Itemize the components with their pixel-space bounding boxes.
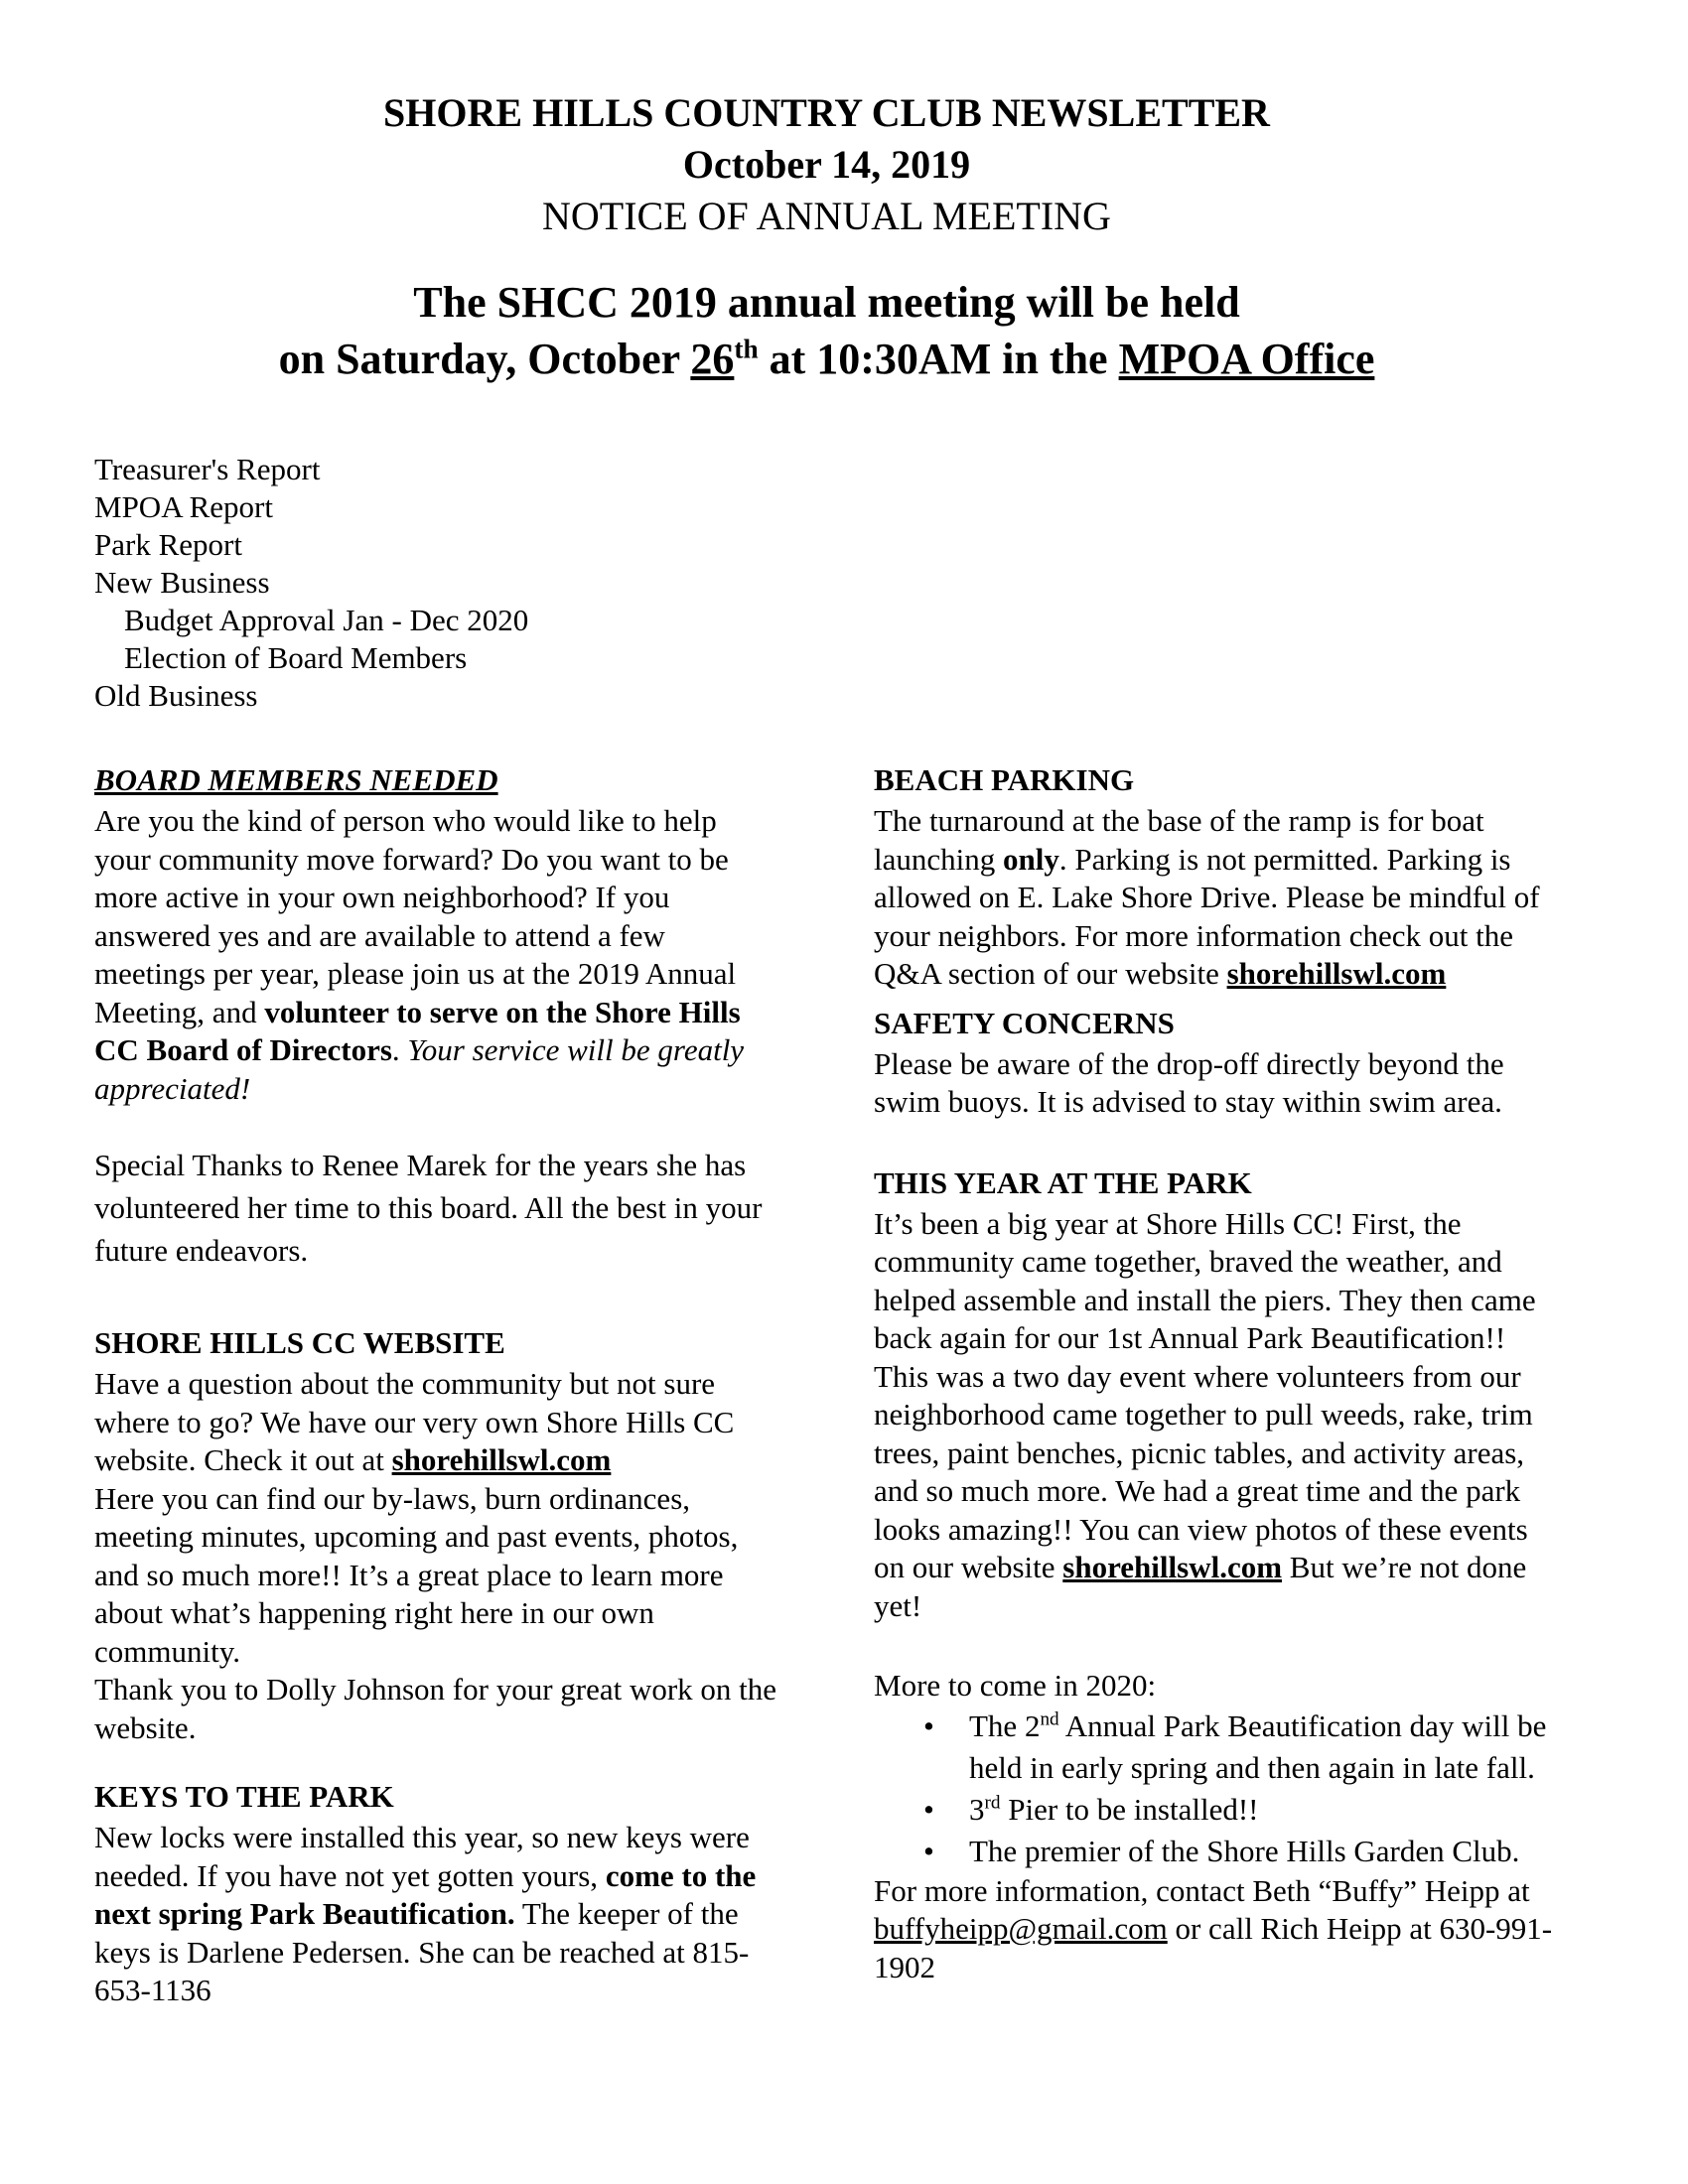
- agenda-item-board-election: Election of Board Members: [124, 640, 468, 675]
- website-link[interactable]: shorehillswl.com: [1226, 956, 1447, 991]
- safety-concerns-heading: SAFETY CONCERNS: [874, 1005, 1175, 1040]
- annual-meeting-notice: NOTICE OF ANNUAL MEETING: [542, 194, 1111, 238]
- agenda-item-park-report: Park Report: [94, 527, 242, 562]
- text-segment: th: [734, 334, 759, 364]
- board-members-needed-heading: BOARD MEMBERS NEEDED: [94, 762, 498, 797]
- text-segment: Have a question about the community but not sure where to go? We have our very own Shore Hills CC website. Check it out at: [94, 1366, 735, 1477]
- text-segment: New locks were installed this year, so new keys were needed. If you have not yet gotten yours,: [94, 1820, 750, 1893]
- beach-parking-heading: BEACH PARKING: [874, 762, 1135, 797]
- bullet-icon: •: [923, 1791, 934, 1827]
- text-segment: 3: [969, 1791, 985, 1827]
- agenda-item-treasurers-report: Treasurer's Report: [94, 452, 321, 486]
- website-paragraph-1: [94, 1365, 779, 1480]
- this-year-at-park-paragraph: [874, 1205, 1559, 1626]
- text-segment: come to the next spring Park Beautification.: [94, 1857, 757, 1931]
- website-thanks-paragraph: Thank you to Dolly Johnson for your great work on the website.: [94, 1672, 777, 1745]
- meeting-agenda-list: [94, 451, 1559, 715]
- agenda-item-budget-approval: Budget Approval Jan - Dec 2020: [124, 603, 529, 637]
- newsletter-header: [94, 87, 1559, 242]
- keys-to-park-paragraph: [94, 1819, 779, 2010]
- text-segment: It’s been a big year at Shore Hills CC! First, the community came together, braved the weather, and helped assemble and install the piers. They then came back again for our 1st Annual Park Beautification!! This was a two day event where volunteers from our neighborhood came together to pull weeds, rake, trim trees, paint benches, picnic tables, and activity areas, and so much more. We had a great time and the park looks amazing!! You can view photos of these events on our website: [874, 1205, 1536, 1584]
- agenda-item-old-business: Old Business: [94, 678, 258, 713]
- contact-info-paragraph: [874, 1872, 1559, 1987]
- website-link[interactable]: shorehillswl.com: [1062, 1550, 1283, 1584]
- safety-concerns-paragraph: [874, 1045, 1559, 1122]
- text-segment: The turnaround at the base of the ramp is for boat launching: [874, 803, 1484, 877]
- newsletter-title: SHORE HILLS COUNTRY CLUB NEWSLETTER: [383, 90, 1270, 135]
- text-segment: But we’re not done yet!: [874, 1550, 1527, 1623]
- text-segment: at 10:30AM in the: [758, 335, 1119, 383]
- text-segment: or call Rich Heipp at 630-991-1902: [874, 1911, 1553, 1984]
- bullet-item-park-beautification: [874, 1706, 1559, 1789]
- beach-parking-paragraph: [874, 802, 1559, 994]
- text-segment: The keeper of the keys is Darlene Pedersen. She can be reached at 815-653-1136: [94, 1896, 750, 2007]
- text-segment: Pier to be installed!!: [1000, 1791, 1259, 1827]
- text-segment: rd: [984, 1792, 1001, 1814]
- email-link[interactable]: buffyheipp@gmail.com: [874, 1911, 1168, 1946]
- bullet-item-third-pier: [874, 1789, 1559, 1831]
- announcement-line-1: The SHCC 2019 annual meeting will be held: [413, 278, 1240, 327]
- text-segment: only: [1003, 841, 1059, 877]
- website-paragraph-2: [94, 1480, 779, 1672]
- bullet-item-text: [969, 1831, 1559, 1872]
- two-column-body: [94, 758, 1559, 2010]
- right-column: [874, 758, 1559, 2010]
- text-segment: .: [391, 1032, 408, 1067]
- left-column: [94, 758, 779, 2010]
- text-segment: Please be aware of the drop-off directly beyond the swim buoys. It is advised to stay within swim area.: [874, 1045, 1504, 1119]
- bullet-icon: •: [923, 1833, 934, 1868]
- text-segment: Here you can find our by-laws, burn ordinances, meeting minutes, upcoming and past events, photos, and so much more!! It’s a great place to learn more about what’s happening right here in our own community.: [94, 1480, 739, 1669]
- text-segment: 26: [690, 335, 735, 383]
- meeting-announcement: [94, 274, 1559, 387]
- more-to-come-intro: More to come in 2020:: [874, 1668, 1157, 1703]
- text-segment: For more information, contact Beth “Buffy” Heipp at: [874, 1872, 1530, 1908]
- keys-to-park-heading: KEYS TO THE PARK: [94, 1779, 394, 1814]
- text-segment: The premier of the Shore Hills Garden Club.: [969, 1833, 1520, 1868]
- this-year-at-park-heading: THIS YEAR AT THE PARK: [874, 1164, 1252, 1200]
- board-members-paragraph: [94, 802, 779, 1108]
- agenda-item-new-business: New Business: [94, 565, 270, 600]
- text-segment: volunteer to serve on the Shore Hills CC Board of Directors: [94, 994, 741, 1067]
- bullet-item-garden-club: [874, 1831, 1559, 1872]
- text-segment: . Parking is not permitted. Parking is allowed on E. Lake Shore Drive. Please be mindful of your neighbors. For more information check out the Q&A section of our website: [874, 841, 1540, 991]
- text-segment: Annual Park Beautification day will be held in early spring and then again in late fall.: [969, 1707, 1547, 1785]
- text-segment: The 2: [969, 1707, 1041, 1743]
- text-segment: nd: [1040, 1708, 1059, 1730]
- text-segment: on Saturday, October: [278, 335, 691, 383]
- bullet-item-text: [969, 1706, 1559, 1789]
- special-thanks-paragraph: Special Thanks to Renee Marek for the years she has volunteered her time to this board. All the best in your future endeavors.: [94, 1148, 763, 1268]
- announcement-line-2: [94, 331, 1559, 387]
- website-heading: SHORE HILLS CC WEBSITE: [94, 1325, 505, 1360]
- text-segment: Your service will be greatly appreciated!: [94, 1032, 745, 1106]
- bullet-item-text: [969, 1789, 1559, 1831]
- website-link[interactable]: shorehillswl.com: [391, 1442, 612, 1477]
- bullet-icon: •: [923, 1707, 934, 1743]
- agenda-item-mpoa-report: MPOA Report: [94, 489, 273, 524]
- text-segment: MPOA Office: [1118, 335, 1375, 383]
- text-segment: Are you the kind of person who would like to help your community move forward? Do you want to be more active in your own neighborhood? If you answered yes and are available to attend a few meetings per year, please join us at the 2019 Annual Meeting, and: [94, 803, 737, 1029]
- newsletter-date: October 14, 2019: [682, 142, 971, 187]
